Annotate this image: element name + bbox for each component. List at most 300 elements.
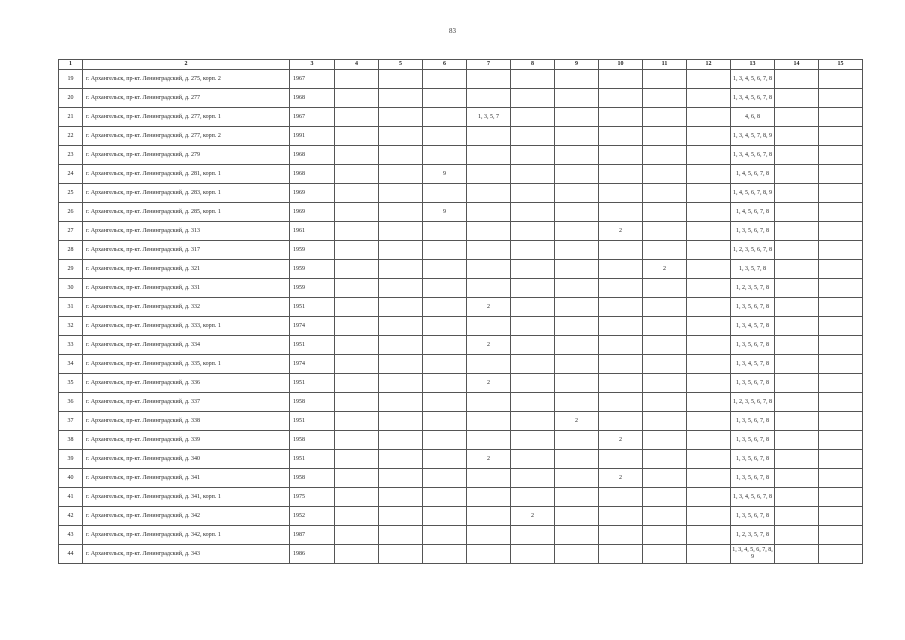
col5-cell — [379, 184, 423, 203]
col9-cell — [555, 545, 599, 564]
row-number: 32 — [59, 317, 83, 336]
table-row — [59, 298, 863, 317]
col4-cell — [335, 526, 379, 545]
address-cell: г. Архангельск, пр-кт. Ленинградский, д. 277, корп. 2 — [83, 127, 290, 146]
col8-cell — [511, 317, 555, 336]
col10-cell — [599, 507, 643, 526]
col14-cell — [775, 412, 819, 431]
col14-cell — [775, 222, 819, 241]
col12-cell — [687, 165, 731, 184]
address-cell: г. Архангельск, пр-кт. Ленинградский, д. 333, корп. 1 — [83, 317, 290, 336]
col9-cell — [555, 279, 599, 298]
col8-cell — [511, 374, 555, 393]
col10-cell — [599, 545, 643, 564]
col9-cell — [555, 184, 599, 203]
col6-cell — [423, 260, 467, 279]
col13-cell: 1, 2, 3, 5, 6, 7, 8 — [731, 393, 775, 412]
column-header: 8 — [511, 60, 555, 70]
col15-cell — [819, 526, 863, 545]
year-cell: 1969 — [290, 184, 335, 203]
col9-cell — [555, 374, 599, 393]
col13-cell: 1, 3, 4, 5, 6, 7, 8 — [731, 488, 775, 507]
table-row — [59, 146, 863, 165]
col15-cell — [819, 431, 863, 450]
col14-cell — [775, 146, 819, 165]
col7-cell — [467, 260, 511, 279]
col14-cell — [775, 203, 819, 222]
col10-cell — [599, 336, 643, 355]
col9-cell — [555, 450, 599, 469]
col12-cell — [687, 89, 731, 108]
col10-cell — [599, 279, 643, 298]
col10-cell — [599, 488, 643, 507]
col4-cell — [335, 165, 379, 184]
col5-cell — [379, 89, 423, 108]
col12-cell — [687, 374, 731, 393]
year-cell: 1951 — [290, 298, 335, 317]
col5-cell — [379, 279, 423, 298]
col9-cell — [555, 355, 599, 374]
col11-cell — [643, 450, 687, 469]
col12-cell — [687, 70, 731, 89]
col9-cell — [555, 317, 599, 336]
column-header: 4 — [335, 60, 379, 70]
col12-cell — [687, 526, 731, 545]
col15-cell — [819, 393, 863, 412]
col15-cell — [819, 412, 863, 431]
year-cell: 1952 — [290, 507, 335, 526]
col5-cell — [379, 317, 423, 336]
address-cell: г. Архангельск, пр-кт. Ленинградский, д. 283, корп. 1 — [83, 184, 290, 203]
table-row — [59, 431, 863, 450]
col5-cell — [379, 412, 423, 431]
col9-cell — [555, 203, 599, 222]
col11-cell — [643, 203, 687, 222]
col11-cell — [643, 336, 687, 355]
table-row — [59, 336, 863, 355]
row-number: 27 — [59, 222, 83, 241]
table-row — [59, 222, 863, 241]
col8-cell — [511, 431, 555, 450]
col14-cell — [775, 336, 819, 355]
table-row — [59, 374, 863, 393]
col10-cell — [599, 165, 643, 184]
col13-cell: 4, 6, 8 — [731, 108, 775, 127]
col11-cell — [643, 507, 687, 526]
col8-cell — [511, 412, 555, 431]
address-cell: г. Архангельск, пр-кт. Ленинградский, д. 342, корп. 1 — [83, 526, 290, 545]
col14-cell — [775, 317, 819, 336]
column-header: 3 — [290, 60, 335, 70]
col6-cell — [423, 70, 467, 89]
col12-cell — [687, 488, 731, 507]
row-number: 38 — [59, 431, 83, 450]
year-cell: 1951 — [290, 374, 335, 393]
row-number: 40 — [59, 469, 83, 488]
col14-cell — [775, 279, 819, 298]
col15-cell — [819, 89, 863, 108]
col8-cell: 2 — [511, 507, 555, 526]
col12-cell — [687, 393, 731, 412]
col15-cell — [819, 355, 863, 374]
table-row — [59, 279, 863, 298]
col9-cell — [555, 146, 599, 165]
col14-cell — [775, 450, 819, 469]
col13-cell: 1, 3, 4, 5, 7, 8 — [731, 317, 775, 336]
table-row — [59, 355, 863, 374]
col14-cell — [775, 70, 819, 89]
col14-cell — [775, 393, 819, 412]
col11-cell — [643, 279, 687, 298]
column-header: 9 — [555, 60, 599, 70]
year-cell: 1974 — [290, 317, 335, 336]
column-header: 13 — [731, 60, 775, 70]
row-number: 23 — [59, 146, 83, 165]
address-cell: г. Архангельск, пр-кт. Ленинградский, д. 341 — [83, 469, 290, 488]
col7-cell — [467, 127, 511, 146]
col7-cell — [467, 203, 511, 222]
col15-cell — [819, 184, 863, 203]
col4-cell — [335, 241, 379, 260]
col4-cell — [335, 127, 379, 146]
address-cell: г. Архангельск, пр-кт. Ленинградский, д. 275, корп. 2 — [83, 70, 290, 89]
col14-cell — [775, 298, 819, 317]
col13-cell: 1, 3, 5, 6, 7, 8 — [731, 450, 775, 469]
col10-cell — [599, 298, 643, 317]
col8-cell — [511, 165, 555, 184]
row-number: 43 — [59, 526, 83, 545]
col8-cell — [511, 70, 555, 89]
col7-cell: 2 — [467, 298, 511, 317]
year-cell: 1986 — [290, 545, 335, 564]
col11-cell — [643, 146, 687, 165]
year-cell: 1959 — [290, 260, 335, 279]
col15-cell — [819, 374, 863, 393]
col11-cell — [643, 431, 687, 450]
col13-cell: 1, 3, 5, 7, 8 — [731, 260, 775, 279]
col5-cell — [379, 374, 423, 393]
col7-cell — [467, 184, 511, 203]
col13-cell: 1, 4, 5, 6, 7, 8 — [731, 165, 775, 184]
col9-cell — [555, 127, 599, 146]
col6-cell — [423, 222, 467, 241]
col13-cell: 1, 3, 5, 6, 7, 8 — [731, 222, 775, 241]
address-cell: г. Архангельск, пр-кт. Ленинградский, д. 339 — [83, 431, 290, 450]
col15-cell — [819, 203, 863, 222]
address-cell: г. Архангельск, пр-кт. Ленинградский, д. 342 — [83, 507, 290, 526]
year-cell: 1951 — [290, 412, 335, 431]
col12-cell — [687, 317, 731, 336]
registry-table — [58, 59, 863, 564]
col12-cell — [687, 507, 731, 526]
col11-cell — [643, 526, 687, 545]
col8-cell — [511, 108, 555, 127]
col11-cell — [643, 184, 687, 203]
col5-cell — [379, 222, 423, 241]
address-cell: г. Архангельск, пр-кт. Ленинградский, д. 313 — [83, 222, 290, 241]
col9-cell — [555, 336, 599, 355]
col14-cell — [775, 108, 819, 127]
address-cell: г. Архангельск, пр-кт. Ленинградский, д. 335, корп. 1 — [83, 355, 290, 374]
address-cell: г. Архангельск, пр-кт. Ленинградский, д. 341, корп. 1 — [83, 488, 290, 507]
address-cell: г. Архангельск, пр-кт. Ленинградский, д. 277, корп. 1 — [83, 108, 290, 127]
col13-cell: 1, 3, 4, 5, 6, 7, 8 — [731, 70, 775, 89]
col4-cell — [335, 298, 379, 317]
col8-cell — [511, 127, 555, 146]
col10-cell: 2 — [599, 222, 643, 241]
table-row — [59, 488, 863, 507]
col14-cell — [775, 526, 819, 545]
col10-cell — [599, 393, 643, 412]
year-cell: 1969 — [290, 203, 335, 222]
col5-cell — [379, 507, 423, 526]
col10-cell — [599, 526, 643, 545]
table-row — [59, 469, 863, 488]
col7-cell: 2 — [467, 336, 511, 355]
col5-cell — [379, 70, 423, 89]
table-row — [59, 393, 863, 412]
col9-cell — [555, 526, 599, 545]
col12-cell — [687, 355, 731, 374]
col5-cell — [379, 108, 423, 127]
col8-cell — [511, 545, 555, 564]
col12-cell — [687, 469, 731, 488]
col7-cell — [467, 488, 511, 507]
col7-cell — [467, 317, 511, 336]
row-number: 39 — [59, 450, 83, 469]
col8-cell — [511, 203, 555, 222]
col6-cell — [423, 279, 467, 298]
col12-cell — [687, 146, 731, 165]
col9-cell — [555, 222, 599, 241]
col4-cell — [335, 469, 379, 488]
col15-cell — [819, 127, 863, 146]
col14-cell — [775, 127, 819, 146]
page-number: 83 — [449, 27, 456, 35]
col7-cell — [467, 393, 511, 412]
col15-cell — [819, 146, 863, 165]
col13-cell: 1, 3, 5, 6, 7, 8 — [731, 374, 775, 393]
col7-cell — [467, 469, 511, 488]
year-cell: 1968 — [290, 146, 335, 165]
table-row — [59, 526, 863, 545]
col13-cell: 1, 3, 4, 5, 6, 7, 8, 9 — [731, 545, 775, 564]
col15-cell — [819, 545, 863, 564]
col12-cell — [687, 260, 731, 279]
col8-cell — [511, 89, 555, 108]
col15-cell — [819, 298, 863, 317]
row-number: 31 — [59, 298, 83, 317]
row-number: 29 — [59, 260, 83, 279]
row-number: 28 — [59, 241, 83, 260]
row-number: 37 — [59, 412, 83, 431]
col4-cell — [335, 146, 379, 165]
table-row — [59, 127, 863, 146]
col10-cell — [599, 146, 643, 165]
col5-cell — [379, 260, 423, 279]
col5-cell — [379, 450, 423, 469]
col12-cell — [687, 127, 731, 146]
col12-cell — [687, 545, 731, 564]
col7-cell — [467, 412, 511, 431]
col10-cell — [599, 241, 643, 260]
address-cell: г. Архангельск, пр-кт. Ленинградский, д. 279 — [83, 146, 290, 165]
header-row — [59, 60, 863, 70]
col10-cell — [599, 412, 643, 431]
table-row — [59, 89, 863, 108]
col6-cell — [423, 317, 467, 336]
col5-cell — [379, 355, 423, 374]
col8-cell — [511, 526, 555, 545]
col14-cell — [775, 355, 819, 374]
col14-cell — [775, 545, 819, 564]
col7-cell — [467, 70, 511, 89]
col6-cell — [423, 507, 467, 526]
col10-cell — [599, 127, 643, 146]
col5-cell — [379, 469, 423, 488]
col15-cell — [819, 488, 863, 507]
col4-cell — [335, 184, 379, 203]
col4-cell — [335, 545, 379, 564]
col4-cell — [335, 336, 379, 355]
col4-cell — [335, 203, 379, 222]
address-cell: г. Архангельск, пр-кт. Ленинградский, д. 340 — [83, 450, 290, 469]
address-cell: г. Архангельск, пр-кт. Ленинградский, д. 317 — [83, 241, 290, 260]
col11-cell — [643, 488, 687, 507]
col14-cell — [775, 260, 819, 279]
row-number: 44 — [59, 545, 83, 564]
col5-cell — [379, 127, 423, 146]
col7-cell: 1, 3, 5, 7 — [467, 108, 511, 127]
col9-cell — [555, 89, 599, 108]
col15-cell — [819, 222, 863, 241]
col13-cell: 1, 2, 3, 5, 6, 7, 8 — [731, 241, 775, 260]
col11-cell — [643, 355, 687, 374]
col11-cell — [643, 108, 687, 127]
year-cell: 1991 — [290, 127, 335, 146]
col15-cell — [819, 469, 863, 488]
col11-cell — [643, 89, 687, 108]
col6-cell — [423, 450, 467, 469]
col13-cell: 1, 3, 5, 6, 7, 8 — [731, 469, 775, 488]
col11-cell — [643, 317, 687, 336]
col15-cell — [819, 108, 863, 127]
col10-cell — [599, 374, 643, 393]
col9-cell — [555, 165, 599, 184]
col6-cell — [423, 127, 467, 146]
col7-cell — [467, 526, 511, 545]
col12-cell — [687, 222, 731, 241]
col11-cell — [643, 412, 687, 431]
col10-cell — [599, 355, 643, 374]
table-row — [59, 70, 863, 89]
address-cell: г. Архангельск, пр-кт. Ленинградский, д. 336 — [83, 374, 290, 393]
year-cell: 1958 — [290, 431, 335, 450]
col8-cell — [511, 298, 555, 317]
col11-cell — [643, 127, 687, 146]
row-number: 35 — [59, 374, 83, 393]
col8-cell — [511, 279, 555, 298]
address-cell: г. Архангельск, пр-кт. Ленинградский, д. 332 — [83, 298, 290, 317]
col4-cell — [335, 450, 379, 469]
col12-cell — [687, 431, 731, 450]
col9-cell — [555, 108, 599, 127]
col6-cell — [423, 146, 467, 165]
col4-cell — [335, 279, 379, 298]
col9-cell — [555, 393, 599, 412]
col7-cell — [467, 545, 511, 564]
col6-cell — [423, 184, 467, 203]
col12-cell — [687, 279, 731, 298]
year-cell: 1951 — [290, 450, 335, 469]
col6-cell — [423, 241, 467, 260]
col13-cell: 1, 3, 5, 6, 7, 8 — [731, 298, 775, 317]
col9-cell — [555, 298, 599, 317]
col15-cell — [819, 317, 863, 336]
col12-cell — [687, 298, 731, 317]
col7-cell — [467, 165, 511, 184]
col4-cell — [335, 393, 379, 412]
col11-cell — [643, 241, 687, 260]
column-header: 10 — [599, 60, 643, 70]
col12-cell — [687, 241, 731, 260]
address-cell: г. Архангельск, пр-кт. Ленинградский, д. 331 — [83, 279, 290, 298]
col9-cell — [555, 507, 599, 526]
table-row — [59, 545, 863, 564]
col4-cell — [335, 431, 379, 450]
col4-cell — [335, 507, 379, 526]
col15-cell — [819, 70, 863, 89]
col6-cell — [423, 412, 467, 431]
col7-cell — [467, 507, 511, 526]
col8-cell — [511, 336, 555, 355]
column-header: 5 — [379, 60, 423, 70]
col10-cell — [599, 70, 643, 89]
col4-cell — [335, 488, 379, 507]
year-cell: 1951 — [290, 336, 335, 355]
address-cell: г. Архангельск, пр-кт. Ленинградский, д. 334 — [83, 336, 290, 355]
col10-cell — [599, 108, 643, 127]
col8-cell — [511, 222, 555, 241]
col9-cell — [555, 469, 599, 488]
column-header: 2 — [83, 60, 290, 70]
column-header: 11 — [643, 60, 687, 70]
col13-cell: 1, 3, 4, 5, 6, 7, 8 — [731, 89, 775, 108]
row-number: 21 — [59, 108, 83, 127]
row-number: 24 — [59, 165, 83, 184]
year-cell: 1968 — [290, 165, 335, 184]
col10-cell — [599, 184, 643, 203]
col10-cell — [599, 89, 643, 108]
col10-cell — [599, 317, 643, 336]
column-header: 15 — [819, 60, 863, 70]
table-row — [59, 412, 863, 431]
col15-cell — [819, 336, 863, 355]
table-row — [59, 203, 863, 222]
table-row — [59, 260, 863, 279]
row-number: 26 — [59, 203, 83, 222]
col13-cell: 1, 4, 5, 6, 7, 8 — [731, 203, 775, 222]
year-cell: 1975 — [290, 488, 335, 507]
row-number: 19 — [59, 70, 83, 89]
column-header: 7 — [467, 60, 511, 70]
col14-cell — [775, 488, 819, 507]
col11-cell — [643, 165, 687, 184]
col6-cell — [423, 488, 467, 507]
col7-cell — [467, 355, 511, 374]
col11-cell — [643, 469, 687, 488]
col13-cell: 1, 3, 4, 5, 6, 7, 8 — [731, 146, 775, 165]
